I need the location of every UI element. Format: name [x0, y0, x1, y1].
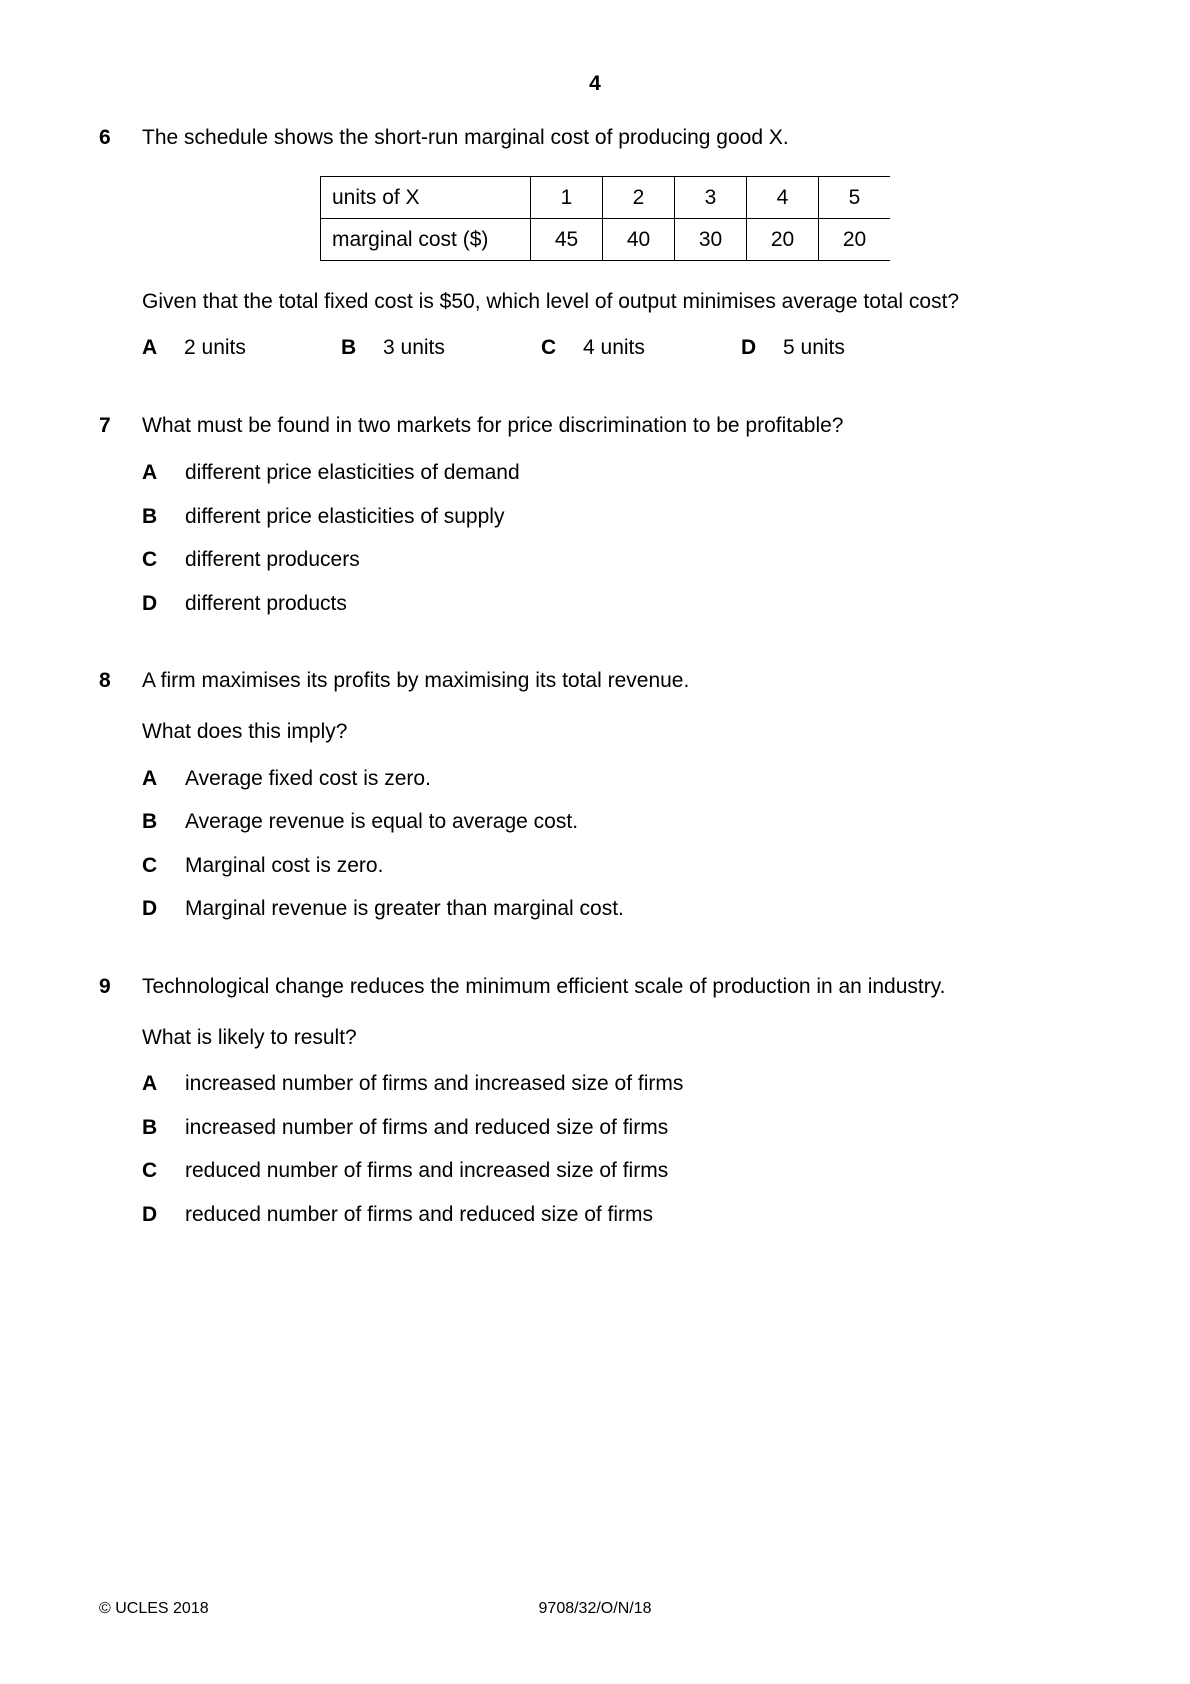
marginal-cost-table [320, 176, 890, 261]
option-text: 5 units [783, 336, 845, 359]
question-text: What is likely to result? [142, 1026, 357, 1049]
option-letter: A [142, 336, 158, 359]
option-text[interactable]: different price elasticities of supply [185, 505, 505, 528]
option-text: 4 units [583, 336, 645, 359]
option-text[interactable]: different products [185, 592, 347, 615]
option-text[interactable]: increased number of firms and increased size of firms [185, 1072, 684, 1095]
option-letter: C [541, 336, 557, 359]
option-letter[interactable]: C [142, 1159, 158, 1182]
question-text: What does this imply? [142, 720, 348, 743]
option-letter[interactable]: C [142, 548, 158, 571]
question-text: Given that the total fixed cost is $50, which level of output minimises average total cost? [142, 290, 960, 313]
option-letter[interactable]: D [142, 897, 158, 920]
option-letter[interactable]: B [142, 810, 158, 833]
option-b[interactable] [341, 336, 445, 360]
option-text[interactable]: Marginal cost is zero. [185, 854, 384, 877]
option-letter[interactable]: D [142, 1203, 158, 1226]
table-cell: 40 [603, 219, 675, 261]
table-cell: 20 [747, 219, 819, 261]
table-cell: 3 [675, 177, 747, 219]
option-text[interactable]: Marginal revenue is greater than marginal cost. [185, 897, 624, 920]
option-text: 2 units [184, 336, 246, 359]
page-number: 4 [589, 72, 601, 95]
option-text[interactable]: reduced number of firms and reduced size of firms [185, 1203, 654, 1226]
table-row [321, 219, 891, 261]
option-letter: B [341, 336, 357, 359]
table-cell: 5 [819, 177, 891, 219]
table-cell: 1 [531, 177, 603, 219]
question-stem: What must be found in two markets for price discrimination to be profitable? [142, 414, 844, 437]
option-letter[interactable]: C [142, 854, 158, 877]
question-stem: Technological change reduces the minimum efficient scale of production in an industry. [142, 975, 946, 998]
footer-copyright: © UCLES 2018 [99, 1600, 209, 1617]
question-number: 6 [99, 126, 111, 149]
table-cell: 4 [747, 177, 819, 219]
question-number: 7 [99, 414, 111, 437]
question-stem: The schedule shows the short-run marginal cost of producing good X. [142, 126, 789, 149]
option-letter[interactable]: D [142, 592, 158, 615]
table-cell: 2 [603, 177, 675, 219]
option-text[interactable]: different producers [185, 548, 360, 571]
option-text[interactable]: Average fixed cost is zero. [185, 767, 431, 790]
option-text[interactable]: Average revenue is equal to average cost. [185, 810, 579, 833]
question-number: 8 [99, 669, 111, 692]
option-a[interactable] [142, 336, 246, 360]
table-cell: units of X [321, 177, 531, 219]
table-cell: 45 [531, 219, 603, 261]
option-text[interactable]: increased number of firms and reduced size of firms [185, 1116, 669, 1139]
option-text: 3 units [383, 336, 445, 359]
question-number: 9 [99, 975, 111, 998]
option-text[interactable]: different price elasticities of demand [185, 461, 520, 484]
option-letter[interactable]: A [142, 1072, 158, 1095]
option-text[interactable]: reduced number of firms and increased size of firms [185, 1159, 669, 1182]
table-row [321, 177, 891, 219]
footer-paper-code: 9708/32/O/N/18 [538, 1600, 652, 1617]
question-stem: A firm maximises its profits by maximising its total revenue. [142, 669, 690, 692]
table-cell: 30 [675, 219, 747, 261]
option-letter[interactable]: A [142, 461, 158, 484]
option-c[interactable] [541, 336, 645, 360]
table-cell: 20 [819, 219, 891, 261]
option-letter[interactable]: B [142, 1116, 158, 1139]
option-letter: D [741, 336, 757, 359]
option-d[interactable] [741, 336, 845, 360]
option-letter[interactable]: B [142, 505, 158, 528]
option-letter[interactable]: A [142, 767, 158, 790]
table-cell: marginal cost ($) [321, 219, 531, 261]
